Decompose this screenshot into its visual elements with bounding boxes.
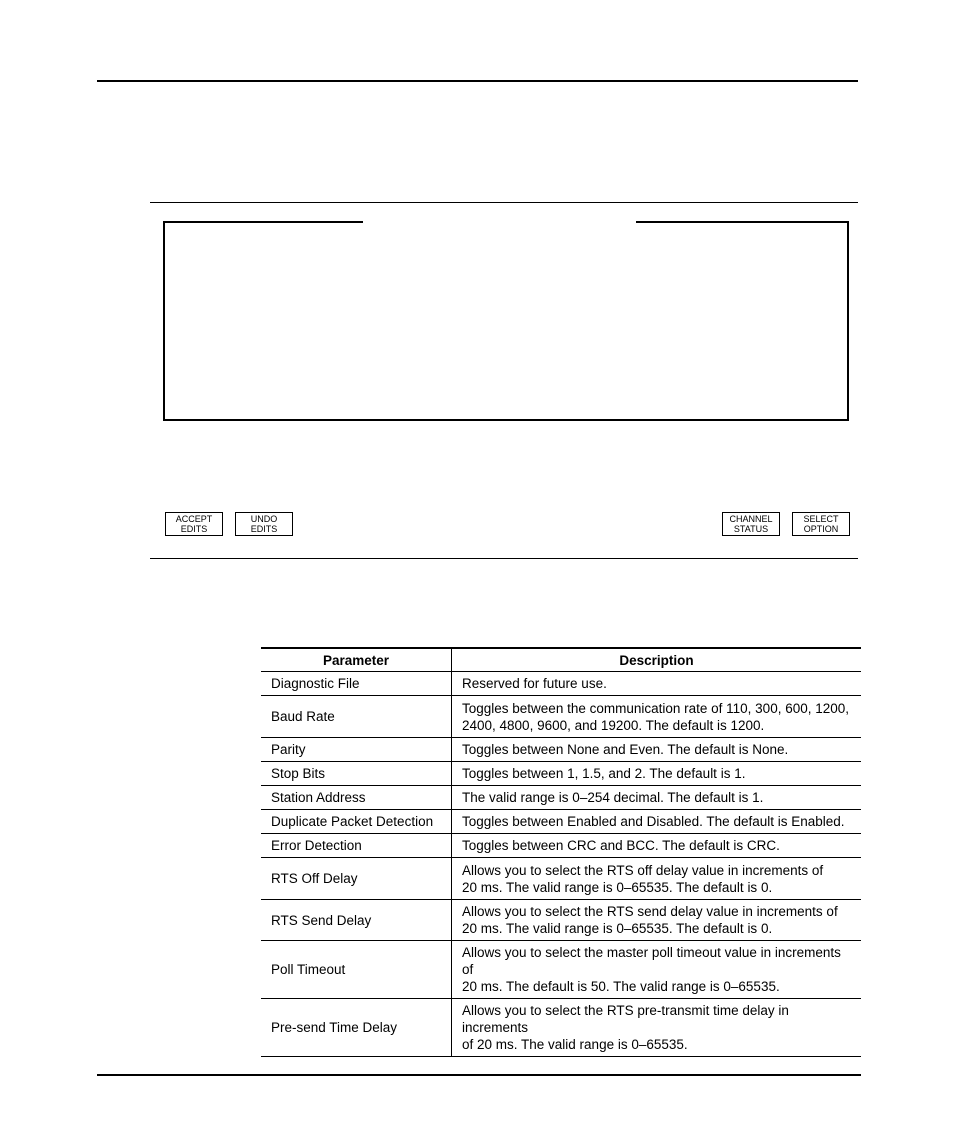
table-row — [261, 900, 861, 941]
parameter-cell: Station Address — [261, 786, 452, 810]
description-line: 20 ms. The valid range is 0–65535. The default is 0. — [462, 879, 773, 895]
description-line: Allows you to select the RTS off delay value in increments of — [462, 862, 824, 878]
description-cell — [452, 810, 862, 834]
figure-top-rule — [150, 202, 858, 203]
parameter-cell: Diagnostic File — [261, 672, 452, 696]
parameter-cell: Poll Timeout — [261, 941, 452, 999]
parameter-cell: RTS Off Delay — [261, 858, 452, 900]
softkey-label-line: UNDO — [250, 514, 278, 524]
description-line: 2400, 4800, 9600, and 19200. The default is 1200. — [462, 717, 765, 733]
table-body — [261, 672, 861, 1057]
parameter-cell: Error Detection — [261, 834, 452, 858]
description-line: Reserved for future use. — [462, 676, 607, 691]
column-header-description: Description — [452, 648, 862, 672]
figure-bottom-rule — [150, 558, 858, 559]
description-cell — [452, 762, 862, 786]
channel-status-button[interactable] — [722, 512, 780, 536]
description-line: Toggles between None and Even. The default is None. — [462, 742, 789, 757]
description-line: 20 ms. The default is 50. The valid range is 0–65535. — [462, 979, 780, 994]
description-cell — [452, 786, 862, 810]
description-line: Toggles between CRC and BCC. The default is CRC. — [462, 838, 780, 853]
description-cell — [452, 999, 862, 1057]
description-line: Toggles between the communication rate of 110, 300, 600, 1200, — [462, 700, 850, 716]
header-rule — [97, 80, 858, 82]
softkey-label-line: OPTION — [803, 524, 839, 534]
table-row — [261, 834, 861, 858]
table-row — [261, 786, 861, 810]
softkey-label-line: SELECT — [803, 514, 839, 524]
undo-edits-button[interactable] — [235, 512, 293, 536]
table-row — [261, 762, 861, 786]
description-cell — [452, 858, 862, 900]
table-row — [261, 738, 861, 762]
description-line: Toggles between Enabled and Disabled. The default is Enabled. — [462, 814, 845, 829]
table-row — [261, 696, 861, 738]
description-line: Allows you to select the RTS send delay value in increments of — [462, 904, 838, 919]
parameter-cell: Baud Rate — [261, 696, 452, 738]
softkey-label-line: ACCEPT — [175, 514, 213, 524]
select-option-button[interactable] — [792, 512, 850, 536]
description-line: The valid range is 0–254 decimal. The default is 1. — [462, 790, 764, 805]
footer-rule — [97, 1074, 861, 1076]
description-cell — [452, 900, 862, 941]
table-row — [261, 810, 861, 834]
column-header-parameter: Parameter — [261, 648, 452, 672]
description-cell — [452, 941, 862, 999]
softkey-label-line: STATUS — [733, 524, 769, 534]
description-line: Allows you to select the RTS pre-transmit time delay in increments — [462, 1003, 789, 1035]
description-cell — [452, 834, 862, 858]
description-line: Allows you to select the master poll timeout value in increments of — [462, 945, 841, 977]
description-line: of 20 ms. The valid range is 0–65535. — [462, 1037, 688, 1052]
parameter-cell: Pre-send Time Delay — [261, 999, 452, 1057]
parameter-cell: Duplicate Packet Detection — [261, 810, 452, 834]
table-row — [261, 672, 861, 696]
description-cell — [452, 738, 862, 762]
table-row — [261, 999, 861, 1057]
description-line: Toggles between 1, 1.5, and 2. The default is 1. — [462, 766, 746, 781]
parameter-cell: Stop Bits — [261, 762, 452, 786]
accept-edits-button[interactable] — [165, 512, 223, 536]
table-row — [261, 941, 861, 999]
table-header-row — [261, 648, 861, 672]
parameter-table — [261, 647, 861, 1057]
screen-border — [163, 221, 849, 421]
softkey-label-line: EDITS — [250, 524, 278, 534]
softkey-label-line: CHANNEL — [729, 514, 773, 524]
description-cell — [452, 672, 862, 696]
softkey-label-line: EDITS — [180, 524, 208, 534]
description-cell — [452, 696, 862, 738]
description-line: 20 ms. The valid range is 0–65535. The default is 0. — [462, 921, 773, 936]
parameter-cell: RTS Send Delay — [261, 900, 452, 941]
parameter-cell: Parity — [261, 738, 452, 762]
table-row — [261, 858, 861, 900]
